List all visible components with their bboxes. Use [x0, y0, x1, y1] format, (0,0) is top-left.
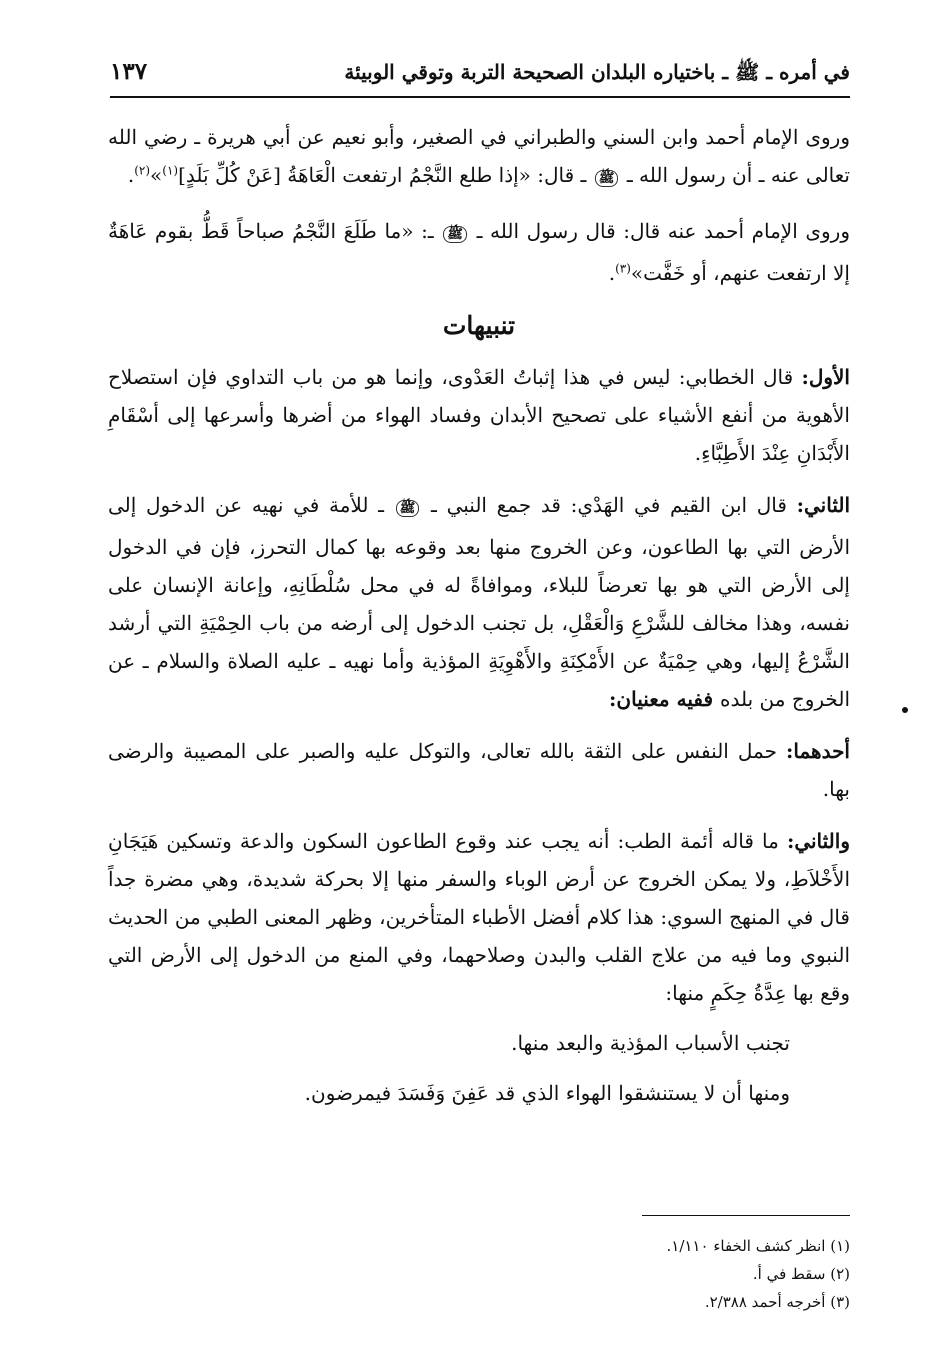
- page-header: [110, 58, 850, 98]
- footnote-3: (٣) أخرجه أحمد ٢/٣٨٨.: [704, 1293, 850, 1311]
- page-number: ١٣٧: [110, 58, 148, 85]
- running-title: في أمره ـ ﷺ ـ باختياره البلدان الصحيحة التربة وتوقي الوبيئة: [344, 60, 850, 84]
- honorific-symbol: ﷺ: [595, 170, 619, 187]
- meaning-two: والثاني: ما قاله أئمة الطب: أنه يجب عند وقوع الطاعون السكون والدعة وتسكين هَيَجَانِ الأَخْلاَطِ، ولا يمكن الخروج عن أرض الوباء والسفر منها إلا بحركة شديدة، وهي مضرة جداً قال في المنهج السوي: هذا كلام أفضل الأطباء المتأخرين، وظهر المعنى الطبي من الحديث النبوي وما فيه من علاج القلب والبدن وصلاحهما، وفي المنع من الدخول إلى الأرض التي وقع بها عِدَّةُ حِكَمٍ منها:: [108, 829, 850, 1005]
- note-second: الثاني: قال ابن القيم في الهَدْي: قد جمع النبي ـ ﷺ ـ للأمة في نهيه عن الدخول إلى الأرض التي بها الطاعون، وعن الخروج منها بعد وقوعه بها كمال التحرز، فإن في الدخول إلى الأرض التي هو بها تعرضاً للبلاء، وموافاةً له في محل سُلْطَانِهِ، وإعانة الإنسان على نفسه، وهذا مخالف للشَّرْعِ وَالْعَقْلِ، بل تجنب الدخول إلى أرضه من باب الحِمْيَةِ التي أرشد الشَّرْعُ إليها، وهي حِمْيَةٌ عن الأَمْكِنَةِ والأَهْوِيَةِ المؤذية وأما نهيه ـ عليه الصلاة والسلام ـ عن الخروج من بلده ففيه معنيان:: [108, 493, 851, 711]
- footnote-rule: [642, 1215, 850, 1216]
- margin-dot: [902, 707, 908, 713]
- wisdom-point-1: تجنب الأسباب المؤذية والبعد منها.: [511, 1031, 790, 1055]
- note-lead: والثاني:: [786, 829, 850, 853]
- honorific-symbol: ﷺ: [396, 500, 420, 517]
- footnote-2: (٢) سقط في أ.: [752, 1265, 850, 1283]
- honorific-symbol: ﷺ: [443, 226, 467, 243]
- section-heading: تنبيهات: [442, 311, 516, 340]
- note-first: الأول: قال الخطابي: ليس في هذا إثباتُ العَدْوى، وإنما هو من باب التداوي فإن استصلاح الأهوية من أنفع الأشياء على تصحيح الأبدان وفساد الهواء من أضرها وأسرعها إلى أسْقَامِ الأَبْدَانِ عِنْدَ الأَطِبَّاءِ.: [108, 365, 850, 465]
- footnote-ref: (٣): [615, 261, 631, 276]
- wisdom-point-2: ومنها أن لا يستنشقوا الهواء الذي قد عَفِنَ وَفَسَدَ فيمرضون.: [304, 1081, 790, 1105]
- footnote-ref: (١): [162, 163, 179, 178]
- note-lead: أحدهما:: [785, 739, 850, 763]
- header-rule: [110, 96, 850, 98]
- hadith-paragraph-1: وروى الإمام أحمد وابن السني والطبراني في الصغير، وأبو نعيم عن أبي هريرة ـ رضي الله تعالى عنه ـ أن رسول الله ـ ﷺ ـ قال: «إذا طلع النَّجْمُ ارتفعت الْعَاهَةُ [عَنْ كُلِّ بَلَدٍ]$^{(١)}$»$^{(٢)}$.: [108, 125, 850, 187]
- footnote-1: (١) انظر كشف الخفاء ١/١١٠.: [666, 1237, 850, 1255]
- meaning-one: أحدهما: حمل النفس على الثقة بالله تعالى، والتوكل عليه والصبر على المصيبة والرضى بها.: [108, 739, 850, 801]
- note-lead: الأول:: [801, 365, 850, 389]
- page-body: [108, 118, 850, 1124]
- note-lead: الثاني:: [796, 493, 851, 517]
- hadith-paragraph-2: وروى الإمام أحمد عنه قال: قال رسول الله ـ ﷺ ـ: «ما طَلَعَ النَّجْمُ صباحاً قَطُّ بقوم عَاهَةٌ إلا ارتفعت عنهم، أو خَفَّت»$^{(٣)}$.: [108, 219, 850, 285]
- footnote-ref: (٢): [134, 163, 151, 178]
- footnotes: [350, 1232, 850, 1316]
